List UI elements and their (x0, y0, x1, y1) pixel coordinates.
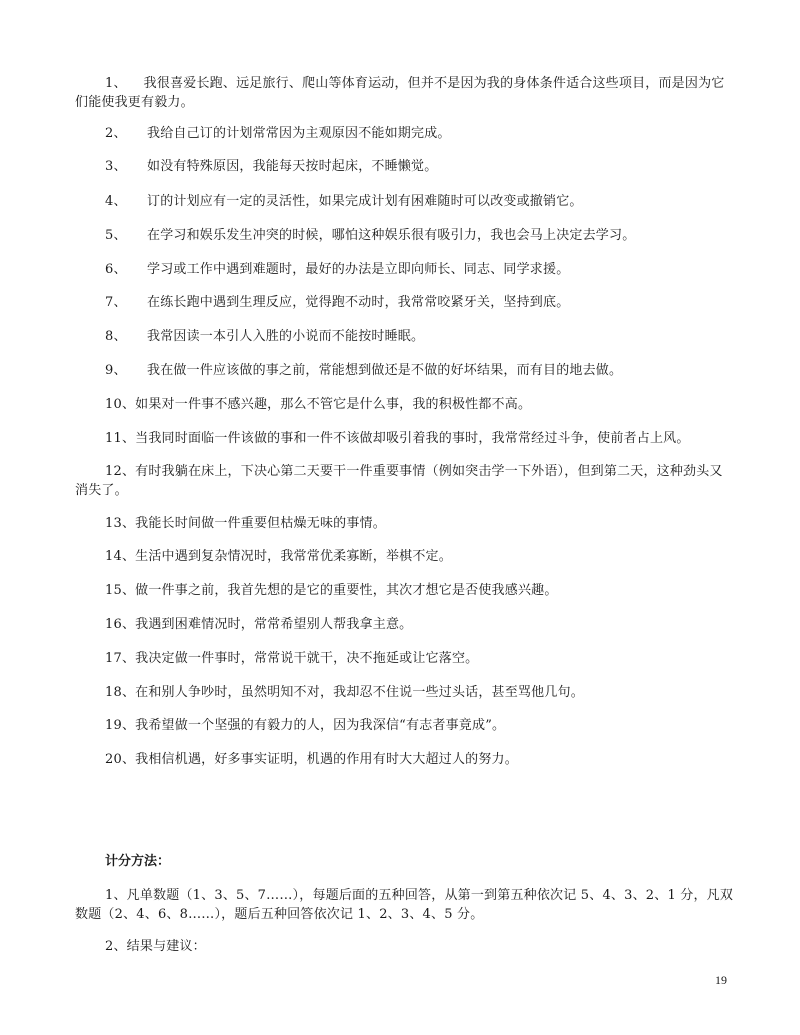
question-item-9 (75, 361, 735, 380)
question-number: 20、 (105, 752, 136, 767)
scoring-heading: 计分方法： (105, 854, 171, 869)
question-number: 19、 (105, 718, 136, 733)
question-number: 3、 (105, 159, 127, 174)
question-text: 学习或工作中遇到难题时，最好的办法是立即向师长、同志、同学求援。 (147, 262, 570, 277)
question-item-12 (75, 462, 735, 500)
question-number: 1、 (105, 76, 127, 91)
question-text: 在和别人争吵时，虽然明知不对，我却忍不住说一些过头话，甚至骂他几句。 (135, 685, 584, 700)
question-item-6 (75, 260, 735, 279)
question-item-1 (75, 74, 735, 112)
question-text: 我在做一件应该做的事之前，常能想到做还是不做的好坏结果，而有目的地去做。 (147, 363, 623, 378)
question-number: 14、 (105, 549, 136, 564)
question-item-5 (75, 226, 735, 245)
question-number: 11、 (105, 431, 136, 446)
question-text: 我相信机遇，好多事实证明，机遇的作用有时大大超过人的努力。 (135, 752, 518, 767)
question-text: 在学习和娱乐发生冲突的时候，哪怕这种娱乐很有吸引力，我也会马上决定去学习。 (147, 228, 636, 243)
question-text: 生活中遇到复杂情况时，我常常优柔寡断，举棋不定。 (135, 549, 452, 564)
scoring-rule-text: 2、结果与建议： (105, 939, 206, 954)
question-item-3 (75, 157, 735, 176)
question-item-8 (75, 327, 735, 346)
question-number: 5、 (105, 228, 127, 243)
question-item-20 (75, 750, 735, 769)
question-number: 12、 (105, 464, 136, 479)
question-number: 15、 (105, 583, 136, 598)
question-number: 9、 (105, 363, 127, 378)
question-number: 4、 (105, 194, 127, 209)
question-number: 2、 (105, 126, 127, 141)
question-text: 在练长跑中遇到生理反应，觉得跑不动时，我常常咬紧牙关，坚持到底。 (147, 295, 570, 310)
question-text: 订的计划应有一定的灵活性，如果完成计划有困难随时可以改变或撤销它。 (147, 194, 583, 209)
page-number: 19 (715, 973, 727, 987)
question-number: 18、 (105, 685, 136, 700)
question-text: 我常因读一本引人入胜的小说而不能按时睡眠。 (147, 329, 425, 344)
scoring-rule-1 (75, 886, 735, 924)
question-item-18 (75, 683, 735, 702)
question-text: 如果对一件事不感兴趣，那么不管它是什么事，我的积极性都不高。 (135, 397, 532, 412)
question-text: 我遇到困难情况时，常常希望别人帮我拿主意。 (135, 617, 413, 632)
question-text: 我能长时间做一件重要但枯燥无味的事情。 (135, 516, 386, 531)
question-text: 我决定做一件事时，常常说干就干，决不拖延或让它落空。 (135, 651, 479, 666)
question-number: 8、 (105, 329, 127, 344)
question-item-14 (75, 547, 735, 566)
question-number: 16、 (105, 617, 136, 632)
question-number: 7、 (105, 295, 127, 310)
scoring-rule-2 (75, 937, 735, 956)
question-number: 13、 (105, 516, 136, 531)
question-item-13 (75, 514, 735, 533)
question-item-11 (75, 429, 735, 448)
question-text: 有时我躺在床上，下决心第二天要干一件重要事情（例如突击学一下外语），但到第二天，这种劲头又消失了。 (75, 464, 723, 498)
question-text: 我希望做一个坚强的有毅力的人，因为我深信“有志者事竟成”。 (135, 718, 506, 733)
question-item-10 (75, 395, 735, 414)
question-number: 17、 (105, 651, 136, 666)
question-item-4 (75, 192, 735, 211)
question-item-19 (75, 716, 735, 735)
question-text: 如没有特殊原因，我能每天按时起床，不睡懒觉。 (147, 159, 438, 174)
question-text: 当我同时面临一件该做的事和一件不该做却吸引着我的事时，我常常经过斗争，使前者占上风。 (135, 431, 690, 446)
question-item-15 (75, 581, 735, 600)
question-text: 我给自己订的计划常常因为主观原因不能如期完成。 (147, 126, 451, 141)
question-number: 6、 (105, 262, 127, 277)
question-text: 做一件事之前，我首先想的是它的重要性，其次才想它是否使我感兴趣。 (135, 583, 558, 598)
question-item-7 (75, 293, 735, 312)
question-number: 10、 (105, 397, 136, 412)
question-item-16 (75, 615, 735, 634)
question-item-17 (75, 649, 735, 668)
question-text: 我很喜爱长跑、远足旅行、爬山等体育运动，但并不是因为我的身体条件适合这些项目，而是因为它们能使我更有毅力。 (75, 76, 725, 110)
scoring-rule-text: 1、凡单数题（1、3、5、7……），每题后面的五种回答，从第一到第五种依次记 5、4、3、2、1 分，凡双数题（2、4、6、8……），题后五种回答依次记 1、2、3、4、5 分。 (75, 888, 734, 922)
question-item-2 (75, 124, 735, 143)
